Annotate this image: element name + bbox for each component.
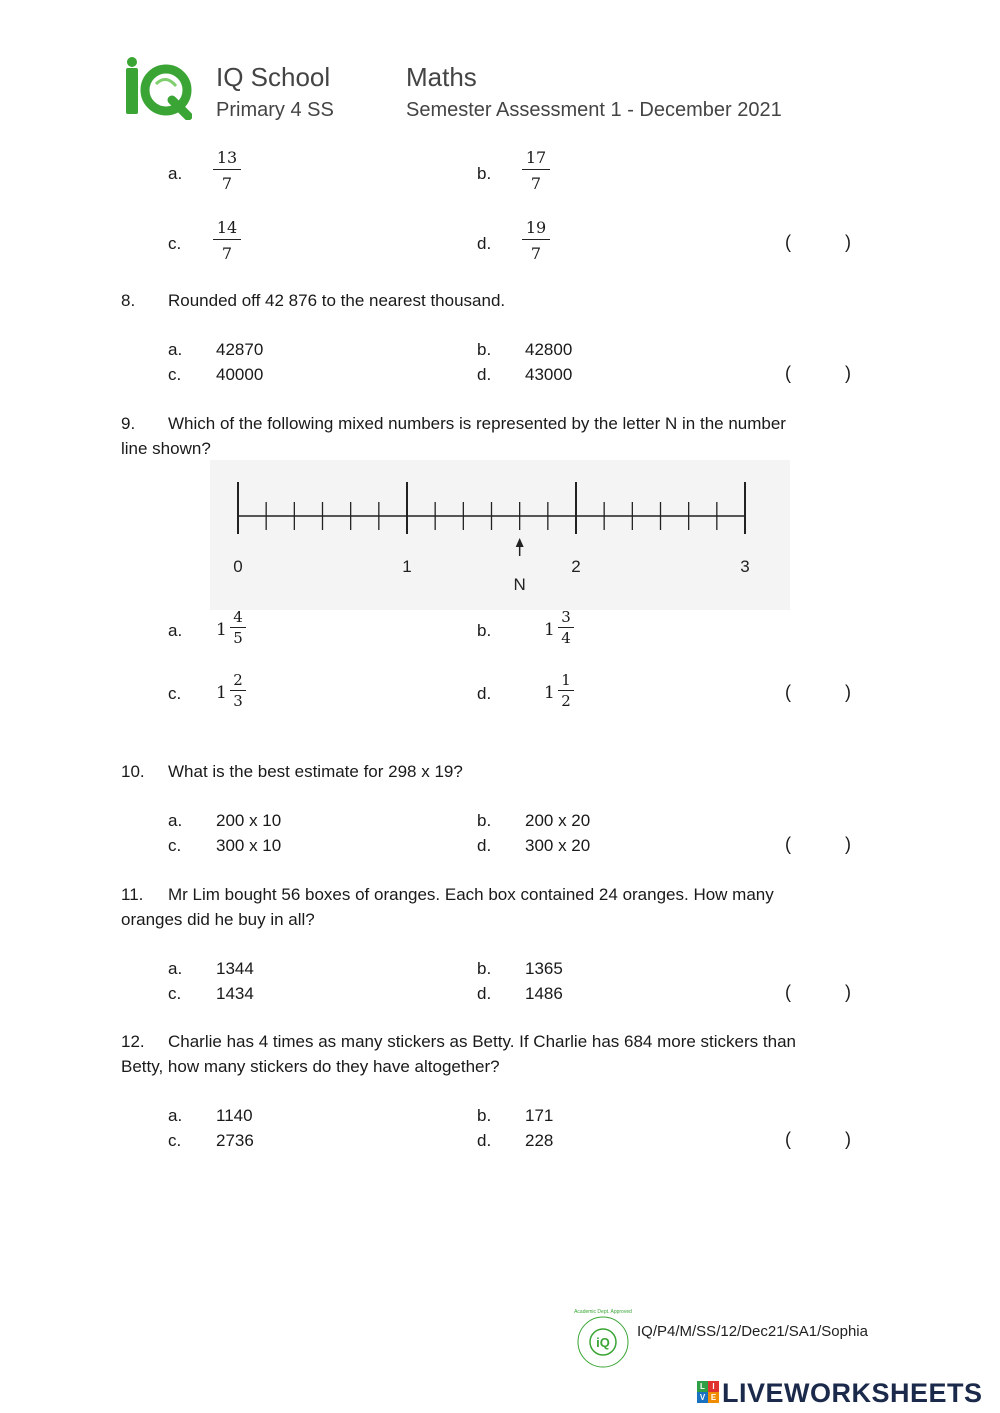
school-name: IQ School	[216, 62, 331, 92]
q7-answer-open: (	[785, 232, 791, 252]
q11-option-d-label: d.	[477, 984, 492, 1003]
q9-number: 9.	[121, 414, 136, 433]
fraction-numerator: 2	[230, 671, 246, 691]
q12-option-c-label: c.	[168, 1131, 182, 1150]
q12-option-a-value: 1140	[216, 1106, 253, 1125]
mixed-whole: 1	[216, 620, 227, 640]
number-line-marker-label: N	[513, 575, 526, 594]
q10-number: 10.	[121, 762, 145, 781]
fraction-denominator: 3	[233, 692, 243, 710]
q7-option-b-label: b.	[477, 164, 492, 183]
q10-option-d-label: d.	[477, 836, 492, 855]
q8-option-c-value: 40000	[216, 365, 264, 384]
q12-text-line1: Charlie has 4 times as many stickers as Betty. If Charlie has 684 more stickers than	[168, 1032, 796, 1051]
q7-option-c-fraction	[213, 218, 241, 263]
q11-option-a-label: a.	[168, 959, 183, 978]
q12-number: 12.	[121, 1032, 145, 1051]
arrow-up-icon	[516, 538, 524, 556]
q8-number: 8.	[121, 291, 136, 310]
brand-logo-icon	[697, 1381, 719, 1403]
q11-option-a-value: 1344	[216, 959, 254, 978]
stamp-logo-text: iQ	[596, 1335, 610, 1350]
number-line-label: 3	[740, 557, 750, 576]
q12-option-b-label: b.	[477, 1106, 492, 1125]
q11-text-line1: Mr Lim bought 56 boxes of oranges. Each box contained 24 oranges. How many	[168, 885, 774, 904]
q10-option-b-value: 200 x 20	[525, 811, 591, 830]
q8-option-d-label: d.	[477, 365, 492, 384]
fraction-numerator: 19	[522, 218, 550, 240]
q8-text: Rounded off 42 876 to the nearest thousand.	[168, 291, 506, 310]
q12-option-a-label: a.	[168, 1106, 183, 1125]
q10-option-a-value: 200 x 10	[216, 811, 282, 830]
q12-option-d-value: 228	[525, 1131, 554, 1150]
q11-text-line2: oranges did he buy in all?	[121, 910, 315, 929]
q10-option-b-label: b.	[477, 811, 492, 830]
q10-option-d-value: 300 x 20	[525, 836, 591, 855]
q7-option-a-fraction	[213, 148, 241, 193]
number-line-label: 0	[233, 557, 243, 576]
q12-text-line2: Betty, how many stickers do they have altogether?	[121, 1057, 500, 1076]
q8-option-a-label: a.	[168, 340, 183, 359]
fraction-denominator: 4	[561, 629, 571, 647]
stamp-text: Academic Dept. Approved	[574, 1309, 632, 1315]
brand-letter: I	[708, 1381, 719, 1392]
q10-text: What is the best estimate for 298 x 19?	[168, 762, 463, 781]
mixed-whole: 1	[216, 683, 227, 703]
q10-option-c-value: 300 x 10	[216, 836, 282, 855]
fraction-denominator: 7	[530, 244, 542, 263]
q9-text-line2: line shown?	[121, 439, 211, 458]
fraction-denominator: 7	[530, 174, 542, 193]
q10-answer-close: )	[845, 834, 851, 854]
q12-option-d-label: d.	[477, 1131, 492, 1150]
document-code: IQ/P4/M/SS/12/Dec21/SA1/Sophia	[637, 1323, 868, 1340]
q9-option-d-label: d.	[477, 684, 492, 703]
q11-option-c-value: 1434	[216, 984, 254, 1003]
fraction-numerator: 13	[213, 148, 241, 170]
q9-answer-close: )	[845, 682, 851, 702]
q10-option-a-label: a.	[168, 811, 183, 830]
q9-option-c-label: c.	[168, 684, 182, 703]
brand-letter: E	[708, 1392, 719, 1403]
fraction-numerator: 17	[522, 148, 550, 170]
q12-option-b-value: 171	[525, 1106, 554, 1125]
fraction-denominator: 5	[233, 629, 243, 647]
fraction-numerator: 3	[558, 608, 574, 628]
number-line-label: 2	[571, 557, 581, 576]
q10-option-c-label: c.	[168, 836, 182, 855]
q12-answer-open: (	[785, 1129, 791, 1149]
fraction-numerator: 14	[213, 218, 241, 240]
q9-option-a-label: a.	[168, 621, 183, 640]
q9-option-b-label: b.	[477, 621, 492, 640]
q9-text-line1: Which of the following mixed numbers is represented by the letter N in the number	[168, 414, 786, 433]
q8-option-a-value: 42870	[216, 340, 264, 359]
q7-option-b-fraction	[522, 148, 550, 193]
iq-logo-icon	[120, 56, 192, 120]
q8-answer-open: (	[785, 363, 791, 383]
q7-option-d-fraction	[522, 218, 550, 263]
q8-option-b-value: 42800	[525, 340, 573, 359]
q10-answer-open: (	[785, 834, 791, 854]
mixed-whole: 1	[544, 620, 555, 640]
q8-answer-close: )	[845, 363, 851, 383]
fraction-numerator: 1	[558, 671, 574, 691]
fraction-denominator: 7	[221, 174, 233, 193]
brand-name: LIVEWORKSHEETS	[722, 1378, 983, 1408]
number-line-figure	[210, 460, 790, 610]
q7-answer-close: )	[845, 232, 851, 252]
q11-option-d-value: 1486	[525, 984, 563, 1003]
mixed-whole: 1	[544, 683, 555, 703]
fraction-denominator: 2	[561, 692, 571, 710]
q7-option-d-label: d.	[477, 234, 492, 253]
q11-option-b-value: 1365	[525, 959, 563, 978]
fraction-numerator: 4	[230, 608, 246, 628]
assessment-title: Semester Assessment 1 - December 2021	[406, 99, 782, 121]
number-line-label: 1	[402, 557, 412, 576]
q8-option-d-value: 43000	[525, 365, 573, 384]
class-level: Primary 4 SS	[216, 99, 334, 121]
q12-answer-close: )	[845, 1129, 851, 1149]
q11-option-c-label: c.	[168, 984, 182, 1003]
q7-option-a-label: a.	[168, 164, 183, 183]
brand-letter: L	[697, 1381, 708, 1392]
q8-option-c-label: c.	[168, 365, 182, 384]
school-logo	[120, 56, 192, 120]
subject-title: Maths	[406, 62, 477, 92]
q9-answer-open: (	[785, 682, 791, 702]
q11-answer-close: )	[845, 982, 851, 1002]
approval-stamp	[574, 1309, 632, 1369]
brand-letter: V	[697, 1392, 708, 1403]
fraction-denominator: 7	[221, 244, 233, 263]
q11-option-b-label: b.	[477, 959, 492, 978]
q12-option-c-value: 2736	[216, 1131, 254, 1150]
q11-answer-open: (	[785, 982, 791, 1002]
q11-number: 11.	[121, 885, 144, 904]
q8-option-b-label: b.	[477, 340, 492, 359]
approved-stamp-icon	[576, 1315, 630, 1369]
q7-option-c-label: c.	[168, 234, 182, 253]
number-line	[210, 460, 790, 610]
